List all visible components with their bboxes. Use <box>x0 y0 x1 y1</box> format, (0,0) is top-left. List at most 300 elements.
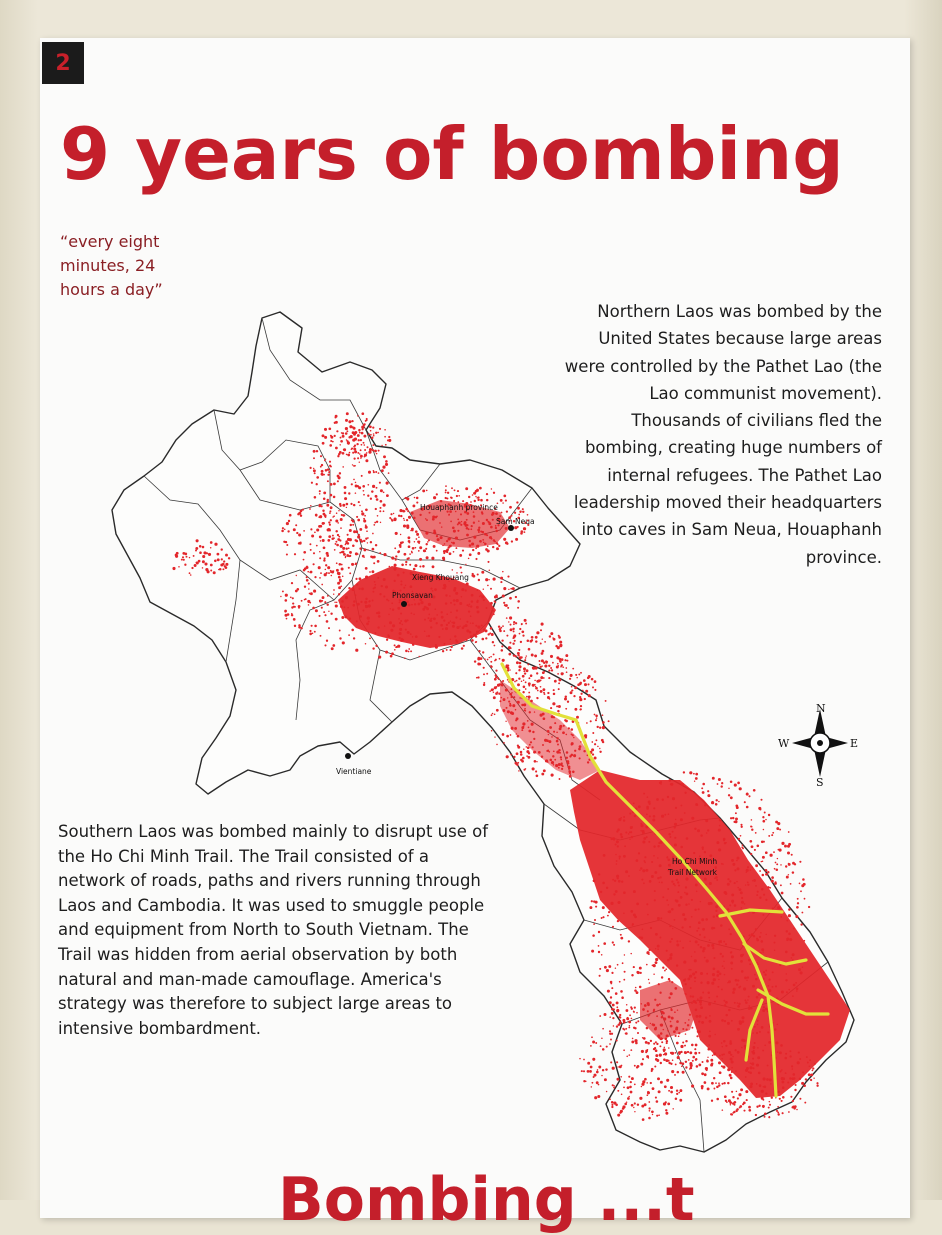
bomb-dot <box>489 657 491 659</box>
bomb-dot <box>638 852 640 854</box>
bomb-dot <box>730 781 733 784</box>
bomb-dot <box>720 924 723 927</box>
bomb-dot <box>723 1082 725 1084</box>
bomb-dot <box>616 875 619 878</box>
bomb-dot <box>483 667 485 669</box>
bomb-dot <box>334 602 336 604</box>
bomb-dot <box>470 528 472 530</box>
bomb-dot <box>689 926 691 928</box>
bomb-dot <box>388 436 390 438</box>
bomb-dot <box>524 659 526 661</box>
bomb-dot <box>410 633 412 635</box>
bomb-dot <box>343 505 344 506</box>
bomb-dot <box>510 711 513 714</box>
bomb-dot <box>282 590 284 592</box>
bomb-dot <box>786 937 789 940</box>
bomb-dot <box>730 796 733 799</box>
bomb-dot <box>178 566 180 568</box>
bomb-dot <box>434 588 437 591</box>
bomb-dot <box>792 871 794 873</box>
bomb-dot <box>609 1030 611 1032</box>
bomb-dot <box>618 1024 620 1026</box>
bomb-dot <box>625 831 627 833</box>
bomb-dot <box>753 879 756 882</box>
bomb-dot <box>544 641 546 643</box>
bomb-dot <box>640 830 642 832</box>
bomb-dot <box>689 1068 690 1069</box>
bomb-dot <box>577 683 580 686</box>
bomb-dot <box>490 627 493 630</box>
bomb-dot <box>796 906 799 909</box>
bomb-dot <box>403 572 405 574</box>
bomb-dot <box>377 515 379 517</box>
bomb-dot <box>689 940 691 942</box>
bomb-dot <box>361 412 364 415</box>
bomb-dot <box>781 1077 784 1080</box>
bomb-dot <box>413 568 416 571</box>
bomb-dot <box>655 1027 657 1029</box>
bomb-dot <box>677 891 679 893</box>
bomb-dot <box>525 768 526 769</box>
bomb-dot <box>562 673 564 675</box>
bomb-dot <box>398 550 400 552</box>
bomb-dot <box>384 429 386 431</box>
bomb-dot <box>616 840 619 843</box>
bomb-dot <box>355 552 358 555</box>
bomb-dot <box>708 1044 710 1046</box>
bomb-dot <box>672 831 674 833</box>
bomb-dot <box>186 556 188 558</box>
bomb-dot <box>612 879 614 881</box>
bomb-dot <box>344 486 347 489</box>
bomb-dot <box>591 900 593 902</box>
bomb-dot <box>503 742 505 744</box>
bomb-dot <box>346 412 349 415</box>
bomb-dot <box>309 508 311 510</box>
bomb-dot <box>419 656 420 657</box>
bomb-dot <box>300 541 302 543</box>
bomb-dot <box>757 1020 759 1022</box>
bomb-dot <box>373 562 375 564</box>
bomb-dot <box>306 576 308 578</box>
bomb-dot <box>619 981 621 983</box>
northern-laos-text: Northern Laos was bombed by the United States because large areas were controlled by the Pathet Lao (the Lao communist movement). Thousands of civilians fled the bombing, creating huge numbers of internal refugees. The Pathet Lao leadership moved their headquarters into caves in Sam Neua, Houaphanh province. <box>564 302 882 567</box>
bomb-dot <box>629 838 631 840</box>
bomb-dot <box>799 1078 801 1080</box>
bomb-dot <box>509 597 512 600</box>
bomb-dot <box>440 536 443 539</box>
bomb-dot <box>324 436 327 439</box>
bomb-dot <box>344 492 347 495</box>
bomb-dot <box>720 941 722 943</box>
bomb-dot <box>506 617 508 619</box>
bomb-dot <box>363 444 365 446</box>
bomb-dot <box>509 616 512 619</box>
bomb-dot <box>537 690 539 692</box>
bomb-dot <box>676 1089 678 1091</box>
bomb-dot <box>632 1038 634 1040</box>
bomb-dot <box>370 556 372 558</box>
bomb-dot <box>370 430 372 432</box>
bomb-dot <box>711 927 714 930</box>
bomb-dot <box>337 572 340 575</box>
bomb-dot <box>506 635 508 637</box>
bomb-dot <box>343 449 345 451</box>
bomb-dot <box>630 953 631 954</box>
bomb-dot <box>430 618 432 620</box>
bomb-dot <box>350 435 353 438</box>
compass-w: W <box>778 737 790 750</box>
bomb-dot <box>330 571 332 573</box>
bomb-dot <box>711 1082 714 1085</box>
bomb-dot <box>572 668 574 670</box>
bomb-dot <box>477 589 479 591</box>
bomb-dot <box>741 901 744 904</box>
bomb-dot <box>497 684 500 687</box>
bomb-dot <box>676 940 678 942</box>
bomb-dot <box>335 530 337 532</box>
bomb-dot <box>528 727 530 729</box>
bomb-dot <box>183 552 185 554</box>
bomb-dot <box>490 661 492 663</box>
bomb-dot <box>762 874 765 877</box>
bomb-dot <box>388 472 390 474</box>
bomb-dot <box>336 569 339 572</box>
bomb-dot <box>505 527 507 529</box>
bomb-dot <box>781 1100 783 1102</box>
bomb-dot <box>530 741 532 743</box>
bomb-dot <box>706 959 709 962</box>
bomb-dot <box>792 995 794 997</box>
bomb-dot <box>355 563 357 565</box>
bomb-dot <box>673 883 675 885</box>
bomb-dot <box>303 569 306 572</box>
bomb-dot <box>542 638 543 639</box>
bomb-dot <box>685 1033 686 1034</box>
bomb-dot <box>424 619 426 621</box>
bomb-dot <box>583 679 586 682</box>
bomb-dot <box>400 534 401 535</box>
bomb-dot <box>319 535 322 538</box>
bomb-dot <box>737 1005 740 1008</box>
bomb-dot <box>459 554 462 557</box>
bomb-dot <box>521 726 524 729</box>
bomb-dot <box>389 517 391 519</box>
bomb-dot <box>500 683 503 686</box>
bomb-dot <box>341 564 343 566</box>
bomb-dot <box>631 1040 634 1043</box>
bomb-dot <box>465 589 467 591</box>
bomb-dot <box>510 754 511 755</box>
bomb-dot <box>771 1097 773 1099</box>
bomb-dot <box>761 948 764 951</box>
bomb-dot <box>690 969 692 971</box>
bomb-dot <box>676 1020 679 1023</box>
bomb-dot <box>679 940 681 942</box>
bomb-dot <box>579 745 582 748</box>
bomb-dot <box>320 635 322 637</box>
bomb-dot <box>527 720 529 722</box>
bomb-dot <box>580 672 582 674</box>
bomb-dot <box>184 564 186 566</box>
bomb-dot <box>629 813 631 815</box>
bomb-dot <box>443 587 446 590</box>
bomb-dot <box>653 845 655 847</box>
bomb-dot <box>753 1046 756 1049</box>
bomb-dot <box>335 541 337 543</box>
bomb-dot <box>491 714 493 716</box>
bomb-dot <box>674 826 676 828</box>
bomb-dot <box>522 757 525 760</box>
bomb-dot <box>397 645 400 648</box>
bomb-dot <box>491 538 493 540</box>
bomb-dot <box>338 510 339 511</box>
bomb-dot <box>388 600 390 602</box>
bomb-dot <box>400 612 402 614</box>
bomb-dot <box>489 569 491 571</box>
bomb-dot <box>613 893 615 895</box>
bomb-dot <box>674 823 677 826</box>
bomb-dot <box>755 1114 757 1116</box>
bomb-dot <box>759 870 761 872</box>
bomb-dot <box>668 997 670 999</box>
bomb-dot <box>695 803 698 806</box>
bomb-dot <box>457 523 459 525</box>
bomb-dot <box>775 862 777 864</box>
bomb-dot <box>298 626 301 629</box>
bomb-dot <box>357 519 360 522</box>
bomb-dot <box>736 1109 738 1111</box>
bomb-dot <box>473 493 475 495</box>
bomb-dot <box>341 568 344 571</box>
bomb-dot <box>710 1064 713 1067</box>
bomb-dot <box>342 547 345 550</box>
bomb-dot <box>443 550 446 553</box>
bomb-dot <box>781 842 784 845</box>
bomb-dot <box>724 1004 727 1007</box>
bomb-dot <box>755 885 757 887</box>
bomb-dot <box>522 508 524 510</box>
bomb-dot <box>412 547 415 550</box>
bomb-dot <box>345 432 348 435</box>
bomb-dot <box>805 1078 807 1080</box>
bomb-dot <box>706 1069 708 1071</box>
bomb-dot <box>636 859 639 862</box>
bomb-dot <box>518 770 520 772</box>
bomb-dot <box>502 709 505 712</box>
bomb-dot <box>311 625 313 627</box>
bomb-dot <box>307 571 309 573</box>
bomb-dot <box>366 530 368 532</box>
bomb-dot <box>719 819 722 822</box>
bomb-dot <box>641 1086 643 1088</box>
bomb-dot <box>648 953 650 955</box>
bomb-dot <box>411 551 413 553</box>
bomb-dot <box>518 649 520 651</box>
bomb-dot <box>646 1027 648 1029</box>
bomb-dot <box>620 990 623 993</box>
bomb-dot <box>344 616 347 619</box>
bomb-dot <box>664 1052 667 1055</box>
bomb-dot <box>301 600 303 602</box>
bomb-dot <box>495 674 497 676</box>
bomb-dot <box>522 691 524 693</box>
bomb-dot <box>406 519 408 521</box>
bomb-dot <box>494 541 496 543</box>
bomb-dot <box>636 903 639 906</box>
bomb-dot <box>466 527 469 530</box>
bomb-dot <box>729 880 731 882</box>
bomb-dot <box>357 603 360 606</box>
bomb-dot <box>698 1063 701 1066</box>
bomb-dot <box>445 627 448 630</box>
bomb-dot <box>627 1086 630 1089</box>
bomb-dot <box>391 602 393 604</box>
bomb-dot <box>566 751 569 754</box>
bomb-dot <box>785 865 787 867</box>
bomb-dot <box>426 607 429 610</box>
bomb-dot <box>676 1093 678 1095</box>
bomb-dot <box>684 792 686 794</box>
bomb-dot <box>676 1042 679 1045</box>
bomb-dot <box>214 543 217 546</box>
bomb-dot <box>558 636 561 639</box>
bomb-dot <box>535 686 536 687</box>
bomb-dot <box>621 1094 623 1096</box>
bomb-dot <box>458 495 460 497</box>
bomb-dot <box>373 587 375 589</box>
bomb-dot <box>339 451 342 454</box>
bomb-dot <box>669 941 671 943</box>
bomb-dot <box>632 924 634 926</box>
bomb-dot <box>696 891 698 893</box>
bomb-dot <box>630 1049 632 1051</box>
bomb-dot <box>214 560 217 563</box>
bomb-dot <box>321 584 323 586</box>
bomb-dot <box>339 563 342 566</box>
bomb-dot <box>501 682 502 683</box>
bomb-dot <box>595 1042 597 1044</box>
bomb-dot <box>362 485 365 488</box>
bomb-dot <box>436 535 438 537</box>
bomb-dot <box>707 1048 710 1051</box>
bomb-dot <box>599 975 601 977</box>
bomb-dot <box>597 726 599 728</box>
bomb-dot <box>483 629 485 631</box>
bomb-dot <box>559 778 561 780</box>
bomb-dot <box>438 636 440 638</box>
bomb-dot <box>296 575 297 576</box>
bomb-dot <box>772 971 774 973</box>
bomb-dot <box>403 518 405 520</box>
bomb-dot <box>788 863 791 866</box>
bomb-dot <box>650 1040 652 1042</box>
bomb-dot <box>539 664 541 666</box>
bomb-dot <box>442 545 444 547</box>
bomb-dot <box>640 824 643 827</box>
bomb-dot <box>755 978 758 981</box>
bomb-dot <box>652 1023 654 1025</box>
bomb-dot <box>599 968 601 970</box>
bomb-dot <box>448 514 450 516</box>
bomb-dot <box>659 1003 661 1005</box>
bomb-dot <box>737 867 740 870</box>
compass-center-dot <box>817 740 823 746</box>
bomb-dot <box>642 1058 644 1060</box>
bomb-dot <box>313 468 314 469</box>
bomb-dot <box>527 751 529 753</box>
bomb-dot <box>199 545 202 548</box>
bomb-dot <box>337 538 340 541</box>
bomb-dot <box>195 549 197 551</box>
bomb-dot <box>353 504 355 506</box>
bomb-dot <box>675 819 676 820</box>
bomb-dot <box>551 669 553 671</box>
bomb-dot <box>405 564 407 566</box>
bomb-dot <box>745 884 746 885</box>
bomb-dot <box>416 497 419 500</box>
bomb-dot <box>298 534 301 537</box>
bomb-dot <box>498 692 500 694</box>
bomb-dot <box>453 622 456 625</box>
bomb-dot <box>518 677 520 679</box>
bomb-dot <box>348 492 350 494</box>
bomb-dot <box>294 625 296 627</box>
bomb-dot <box>717 970 720 973</box>
bomb-dot <box>769 1104 771 1106</box>
bomb-dot <box>491 633 494 636</box>
bomb-dot <box>694 909 696 911</box>
bomb-dot <box>691 916 693 918</box>
bomb-dot <box>555 645 557 647</box>
bomb-dot <box>765 873 768 876</box>
bomb-dot <box>775 985 777 987</box>
bomb-dot <box>681 1045 683 1047</box>
bomb-dot <box>690 987 692 989</box>
bomb-dot <box>335 604 338 607</box>
bomb-dot <box>694 981 696 983</box>
bomb-dot <box>222 568 224 570</box>
bomb-dot <box>605 1068 607 1070</box>
bomb-dot <box>487 585 489 587</box>
bomb-dot <box>408 545 411 548</box>
bomb-dot <box>732 863 735 866</box>
bomb-dot <box>551 736 553 738</box>
bomb-dot <box>593 923 595 925</box>
bomb-dot <box>513 623 515 625</box>
bomb-dot <box>406 524 409 527</box>
label-trail-line2: Trail Network <box>668 868 718 877</box>
bomb-dot <box>628 833 630 835</box>
bomb-dot <box>739 986 741 988</box>
bomb-dot <box>747 999 749 1001</box>
bomb-dot <box>517 701 520 704</box>
bomb-dot <box>435 644 437 646</box>
bomb-dot <box>601 954 603 956</box>
bomb-dot <box>320 466 322 468</box>
bomb-dot <box>548 665 550 667</box>
bomb-dot <box>547 750 549 752</box>
bomb-dot <box>552 755 554 757</box>
bomb-dot <box>741 1016 744 1019</box>
bomb-dot <box>374 632 376 634</box>
bomb-dot <box>469 553 472 556</box>
bomb-dot <box>514 512 516 514</box>
bomb-dot <box>545 760 547 762</box>
bomb-dot <box>493 696 496 699</box>
bomb-dot <box>296 532 298 534</box>
bomb-dot <box>375 645 377 647</box>
